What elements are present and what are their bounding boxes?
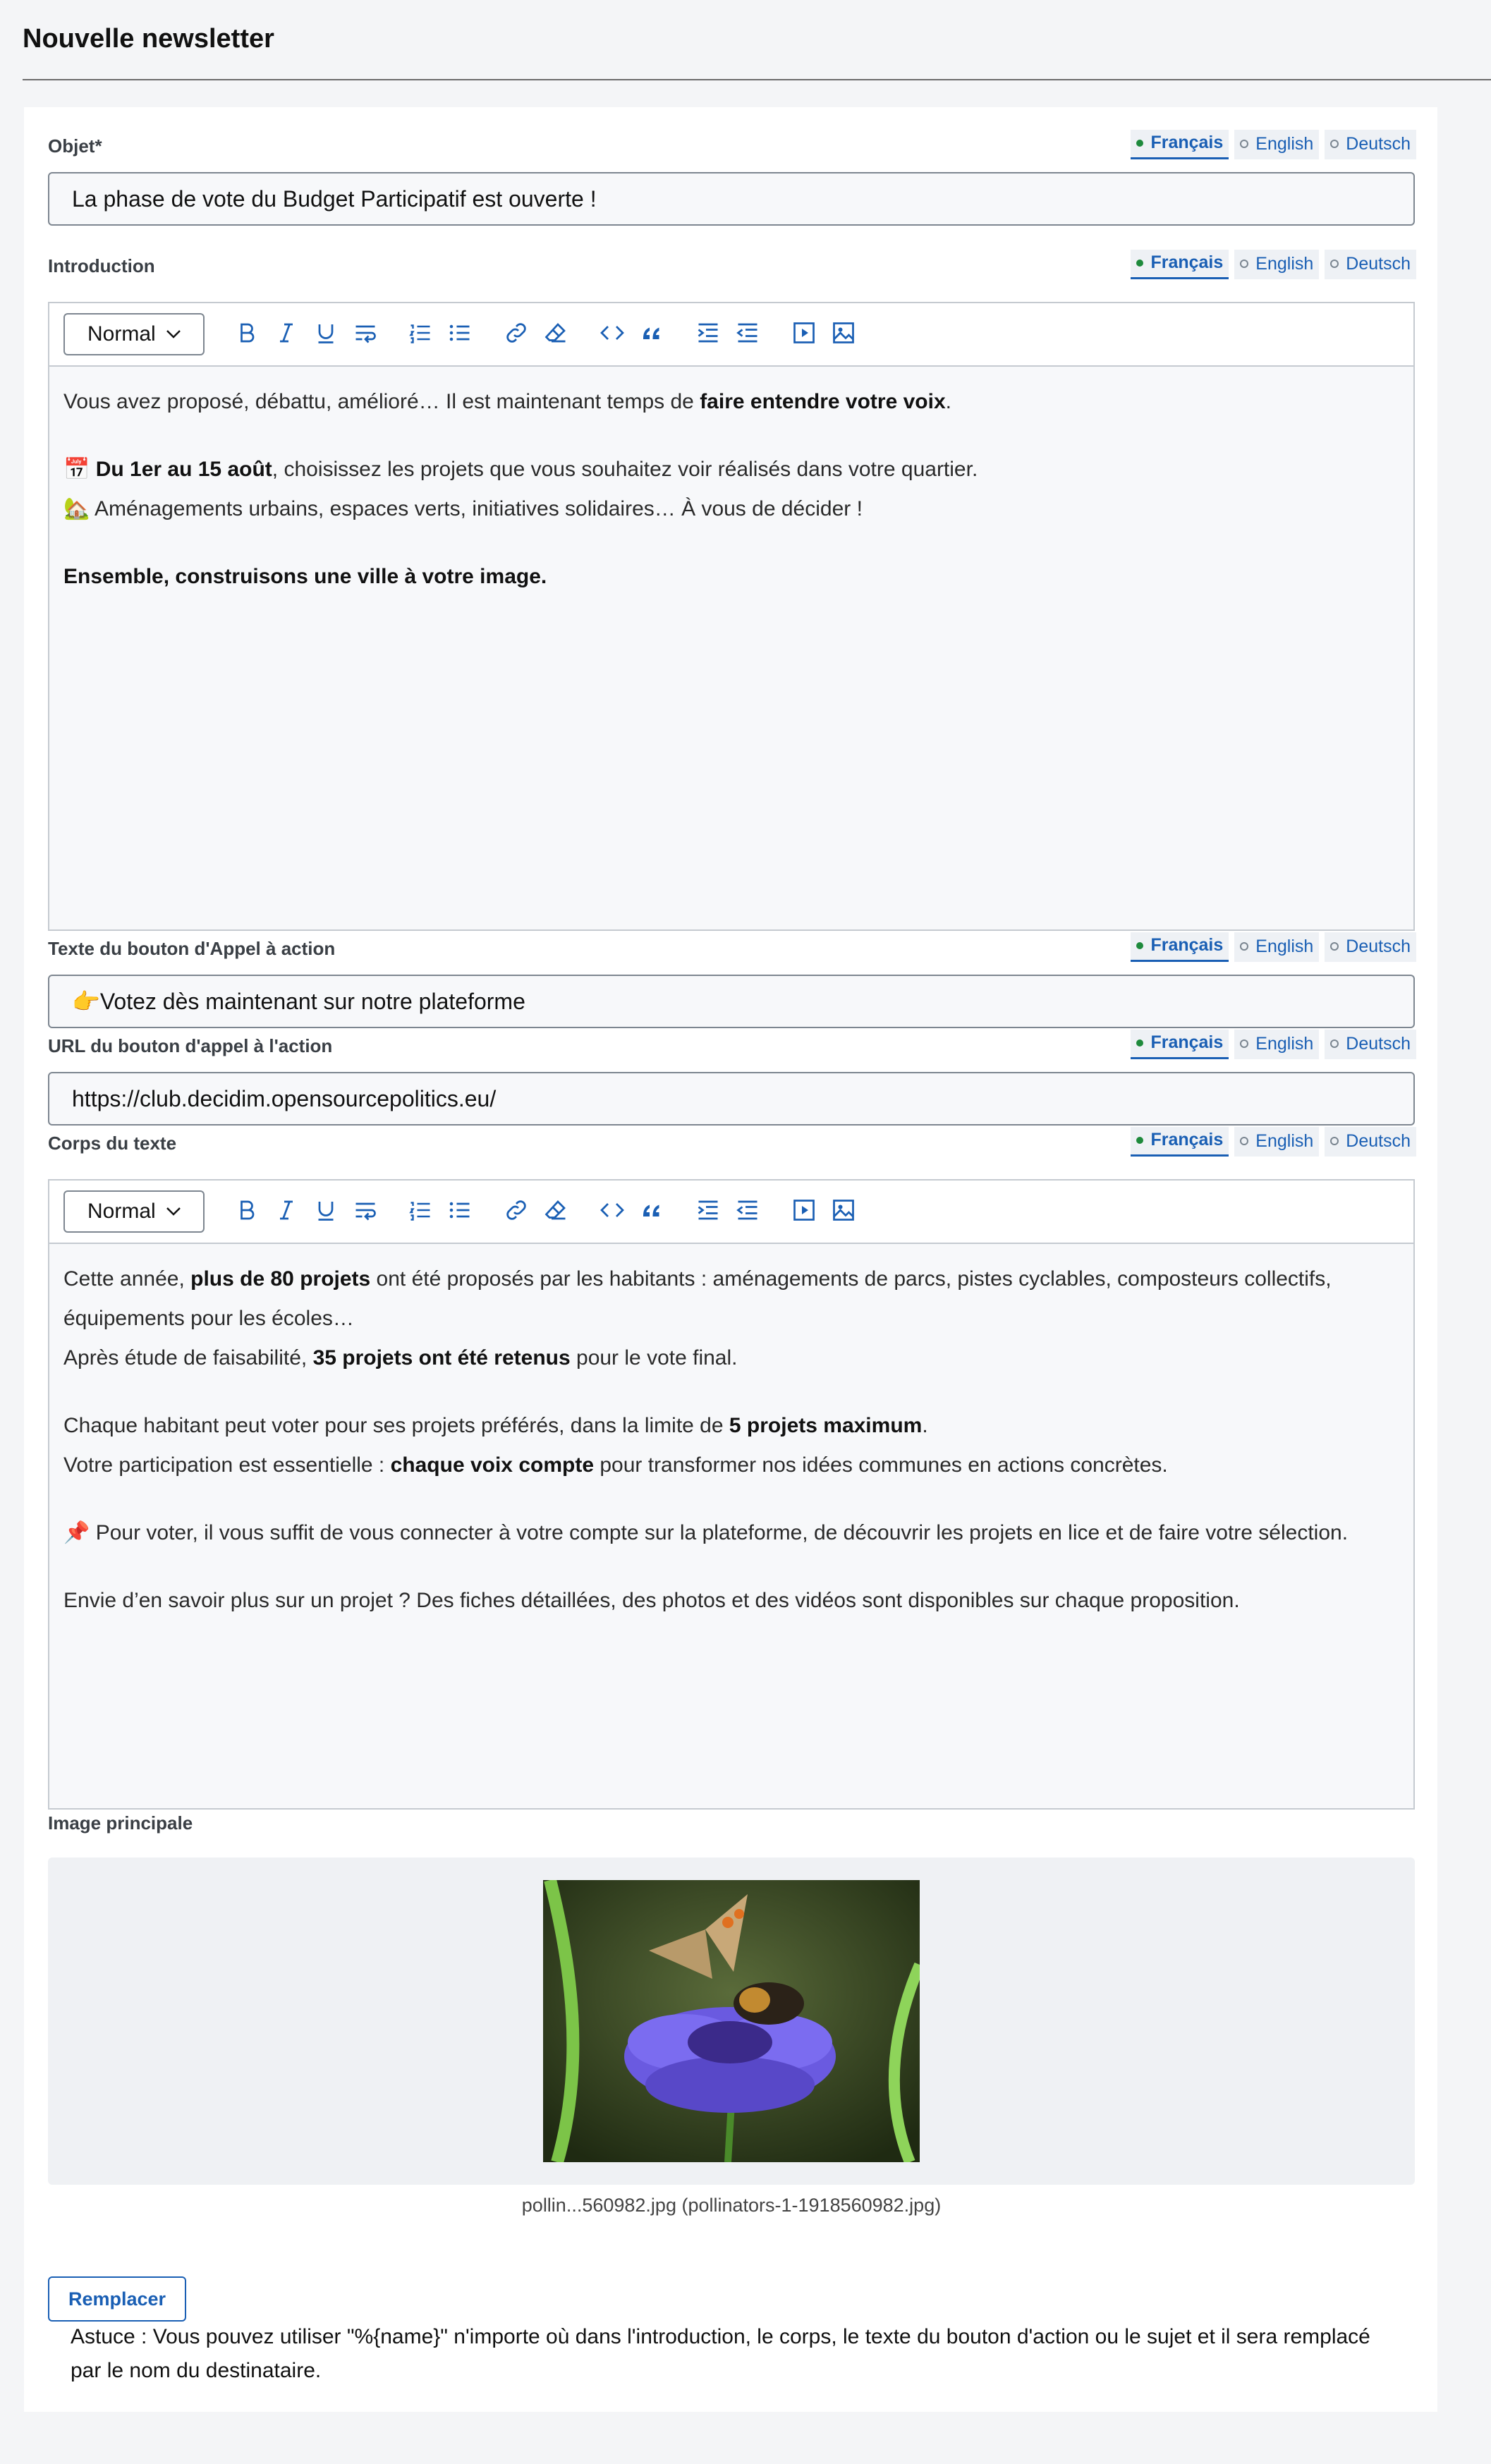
- underline-icon: [313, 1197, 339, 1223]
- inactive-dot-icon: [1330, 1137, 1339, 1145]
- image-icon: [831, 320, 856, 346]
- subject-value: La phase de vote du Budget Participatif est ouverte !: [72, 185, 597, 212]
- link-icon: [504, 320, 529, 346]
- cta-url-language-tabs: [1131, 1030, 1416, 1059]
- pushpin-icon: 📌: [63, 1521, 90, 1544]
- chevron-down-icon: [166, 329, 181, 339]
- image-icon: [831, 1197, 856, 1223]
- intro-line-2: 📅 Du 1er au 15 août, choisissez les projets que vous souhaitez voir réalisés dans votre quartier.: [63, 458, 978, 481]
- clear-format-button[interactable]: [540, 317, 571, 348]
- introduction-language-tabs: [1131, 250, 1416, 279]
- indent-icon: [695, 1197, 721, 1223]
- format-select-value: Normal: [87, 1200, 156, 1223]
- body-paragraph-2: Après étude de faisabilité, 35 projets ont été retenus pour le vote final.: [63, 1346, 738, 1370]
- underline-button[interactable]: [310, 1195, 341, 1226]
- outdent-icon: [735, 320, 760, 346]
- quote-icon: [639, 320, 664, 346]
- italic-button[interactable]: [271, 317, 302, 348]
- tip-text: [71, 2320, 1396, 2388]
- introduction-label: Introduction: [48, 255, 155, 276]
- introduction-content[interactable]: [49, 367, 1413, 597]
- lang-tab-en[interactable]: [1234, 250, 1319, 279]
- lang-tab-de[interactable]: [1325, 932, 1416, 962]
- code-icon: [600, 1197, 625, 1223]
- lang-label: Français: [1150, 1032, 1224, 1052]
- ordered-list-button[interactable]: [405, 1195, 436, 1226]
- inactive-dot-icon: [1330, 260, 1339, 268]
- eraser-icon: [543, 320, 568, 346]
- link-icon: [504, 1197, 529, 1223]
- bold-button[interactable]: [231, 317, 262, 348]
- intro-line-4: Ensemble, construisons une ville à votre image.: [63, 565, 547, 588]
- lang-tab-de[interactable]: [1325, 1127, 1416, 1157]
- lang-label: English: [1255, 936, 1314, 956]
- video-button[interactable]: [789, 1195, 820, 1226]
- image-filename: pollin...560982.jpg (pollinators-1-1918560982.jpg): [521, 2195, 942, 2216]
- quote-icon: [639, 1197, 664, 1223]
- lang-tab-fr[interactable]: [1131, 932, 1229, 962]
- blockquote-button[interactable]: [636, 317, 667, 348]
- lang-tab-fr[interactable]: [1131, 1030, 1229, 1059]
- active-dot-icon: [1136, 260, 1143, 267]
- lang-label: Deutsch: [1346, 1033, 1411, 1054]
- bold-icon: [234, 1197, 260, 1223]
- cta-url-input[interactable]: [48, 1072, 1415, 1126]
- body-label: Corps du texte: [48, 1133, 177, 1154]
- indent-icon: [695, 320, 721, 346]
- body-editor: [48, 1179, 1415, 1810]
- intro-line-3: 🏡 Aménagements urbains, espaces verts, initiatives solidaires… À vous de décider !: [63, 497, 863, 520]
- body-paragraph-1: Cette année, plus de 80 projets ont été proposés par les habitants : aménagements de parcs, pistes cyclables, composteurs collectifs,: [63, 1267, 1332, 1291]
- active-dot-icon: [1136, 140, 1143, 147]
- cta-text-value: Votez dès maintenant sur notre plateforme: [99, 988, 525, 1014]
- body-paragraph-5: 📌 Pour voter, il vous suffit de vous connecter à votre compte sur la plateforme, de découvrir les projets en lice et de faire votre sélection.: [63, 1521, 1349, 1544]
- inactive-dot-icon: [1240, 260, 1248, 268]
- lang-tab-fr[interactable]: [1131, 130, 1229, 159]
- lang-label: Deutsch: [1346, 936, 1411, 956]
- lang-tab-en[interactable]: [1234, 1030, 1319, 1059]
- body-content[interactable]: [49, 1244, 1413, 1621]
- bold-button[interactable]: [231, 1195, 262, 1226]
- image-button[interactable]: [828, 317, 859, 348]
- lang-label: English: [1255, 1130, 1314, 1151]
- house-icon: 🏡: [63, 497, 90, 520]
- underline-icon: [313, 320, 339, 346]
- hard-break-button[interactable]: [350, 1195, 381, 1226]
- bullet-list-icon: [447, 1197, 473, 1223]
- main-image-label: Image principale: [48, 1812, 193, 1834]
- lang-tab-fr[interactable]: [1131, 250, 1229, 279]
- link-button[interactable]: [501, 1195, 532, 1226]
- code-icon: [600, 320, 625, 346]
- lang-tab-en[interactable]: [1234, 932, 1319, 962]
- lang-tab-en[interactable]: [1234, 130, 1319, 159]
- format-select-value: Normal: [87, 322, 156, 346]
- text-wrap-icon: [353, 320, 378, 346]
- cta-url-value: https://club.decidim.opensourcepolitics.eu/: [72, 1085, 497, 1111]
- cta-text-input[interactable]: [48, 975, 1415, 1028]
- lang-label: English: [1255, 133, 1314, 154]
- calendar-icon: 📅: [63, 458, 90, 481]
- lang-tab-de[interactable]: [1325, 250, 1416, 279]
- page-title: Nouvelle newsletter: [23, 24, 274, 54]
- body-paragraph-3: Chaque habitant peut voter pour ses projets préférés, dans la limite de 5 projets maximum.: [63, 1414, 928, 1437]
- video-icon: [791, 1197, 817, 1223]
- outdent-button[interactable]: [732, 317, 763, 348]
- lang-label: Deutsch: [1346, 133, 1411, 154]
- format-select[interactable]: [63, 1190, 205, 1233]
- active-dot-icon: [1136, 1039, 1143, 1047]
- clear-format-button[interactable]: [540, 1195, 571, 1226]
- inactive-dot-icon: [1240, 140, 1248, 148]
- body-language-tabs: [1131, 1127, 1416, 1157]
- bullet-list-icon: [447, 320, 473, 346]
- body-paragraph-1-cont: équipements pour les écoles…: [63, 1307, 354, 1330]
- inactive-dot-icon: [1240, 1137, 1248, 1145]
- ordered-list-icon: [408, 320, 433, 346]
- lang-label: Deutsch: [1346, 1130, 1411, 1151]
- outdent-icon: [735, 1197, 760, 1223]
- underline-button[interactable]: [310, 317, 341, 348]
- eraser-icon: [543, 1197, 568, 1223]
- blockquote-button[interactable]: [636, 1195, 667, 1226]
- bullet-list-button[interactable]: [444, 317, 475, 348]
- italic-icon: [274, 320, 299, 346]
- code-button[interactable]: [597, 317, 628, 348]
- text-wrap-icon: [353, 1197, 378, 1223]
- introduction-editor: [48, 302, 1415, 931]
- pointing-hand-icon: 👉: [72, 989, 100, 1014]
- active-dot-icon: [1136, 1137, 1143, 1144]
- lang-label: English: [1255, 1033, 1314, 1054]
- inactive-dot-icon: [1330, 140, 1339, 148]
- lang-tab-en[interactable]: [1234, 1127, 1319, 1157]
- title-divider: [23, 79, 1491, 80]
- lang-label: Français: [1150, 133, 1224, 152]
- inactive-dot-icon: [1240, 1039, 1248, 1048]
- indent-button[interactable]: [693, 317, 724, 348]
- editor-toolbar: [49, 303, 1413, 367]
- lang-tab-fr[interactable]: [1131, 1127, 1229, 1157]
- chevron-down-icon: [166, 1207, 181, 1216]
- code-button[interactable]: [597, 1195, 628, 1226]
- intro-line-1: Vous avez proposé, débattu, amélioré… Il est maintenant temps de faire entendre votre voix.: [63, 390, 951, 413]
- editor-toolbar: [49, 1181, 1413, 1244]
- ordered-list-icon: [408, 1197, 433, 1223]
- cta-text-label: Texte du bouton d'Appel à action: [48, 938, 336, 959]
- outdent-button[interactable]: [732, 1195, 763, 1226]
- lang-tab-de[interactable]: [1325, 1030, 1416, 1059]
- bullet-list-button[interactable]: [444, 1195, 475, 1226]
- link-button[interactable]: [501, 317, 532, 348]
- lang-label: Français: [1150, 252, 1224, 272]
- indent-button[interactable]: [693, 1195, 724, 1226]
- lang-label: Français: [1150, 935, 1224, 955]
- video-icon: [791, 320, 817, 346]
- tip-line-2: par le nom du destinataire.: [71, 2359, 322, 2382]
- main-image-container: [48, 1858, 1415, 2185]
- subject-label: Objet*: [48, 135, 102, 157]
- inactive-dot-icon: [1330, 1039, 1339, 1048]
- ordered-list-button[interactable]: [405, 317, 436, 348]
- subject-input[interactable]: [48, 172, 1415, 226]
- active-dot-icon: [1136, 942, 1143, 949]
- lang-label: Deutsch: [1346, 253, 1411, 274]
- replace-image-button[interactable]: Remplacer: [48, 2276, 186, 2322]
- bold-icon: [234, 320, 260, 346]
- italic-icon: [274, 1197, 299, 1223]
- video-button[interactable]: [789, 317, 820, 348]
- cta-text-language-tabs: [1131, 932, 1416, 962]
- cta-url-label: URL du bouton d'appel à l'action: [48, 1035, 333, 1056]
- subject-language-tabs: [1131, 130, 1416, 159]
- image-button[interactable]: [828, 1195, 859, 1226]
- tip-line-1: Astuce : Vous pouvez utiliser "%{name}" n'importe où dans l'introduction, le corps, le texte du bouton d'action ou le sujet et il sera remplacé: [71, 2325, 1370, 2348]
- format-select[interactable]: [63, 313, 205, 355]
- inactive-dot-icon: [1240, 942, 1248, 951]
- inactive-dot-icon: [1330, 942, 1339, 951]
- body-paragraph-6: Envie d’en savoir plus sur un projet ? Des fiches détaillées, des photos et des vidéos sont disponibles sur chaque proposition.: [63, 1589, 1240, 1612]
- lang-label: English: [1255, 253, 1314, 274]
- italic-button[interactable]: [271, 1195, 302, 1226]
- main-image-preview: [543, 1880, 920, 2162]
- lang-tab-de[interactable]: [1325, 130, 1416, 159]
- lang-label: Français: [1150, 1130, 1224, 1149]
- hard-break-button[interactable]: [350, 317, 381, 348]
- body-paragraph-4: Votre participation est essentielle : chaque voix compte pour transformer nos idées communes en actions concrètes.: [63, 1453, 1168, 1477]
